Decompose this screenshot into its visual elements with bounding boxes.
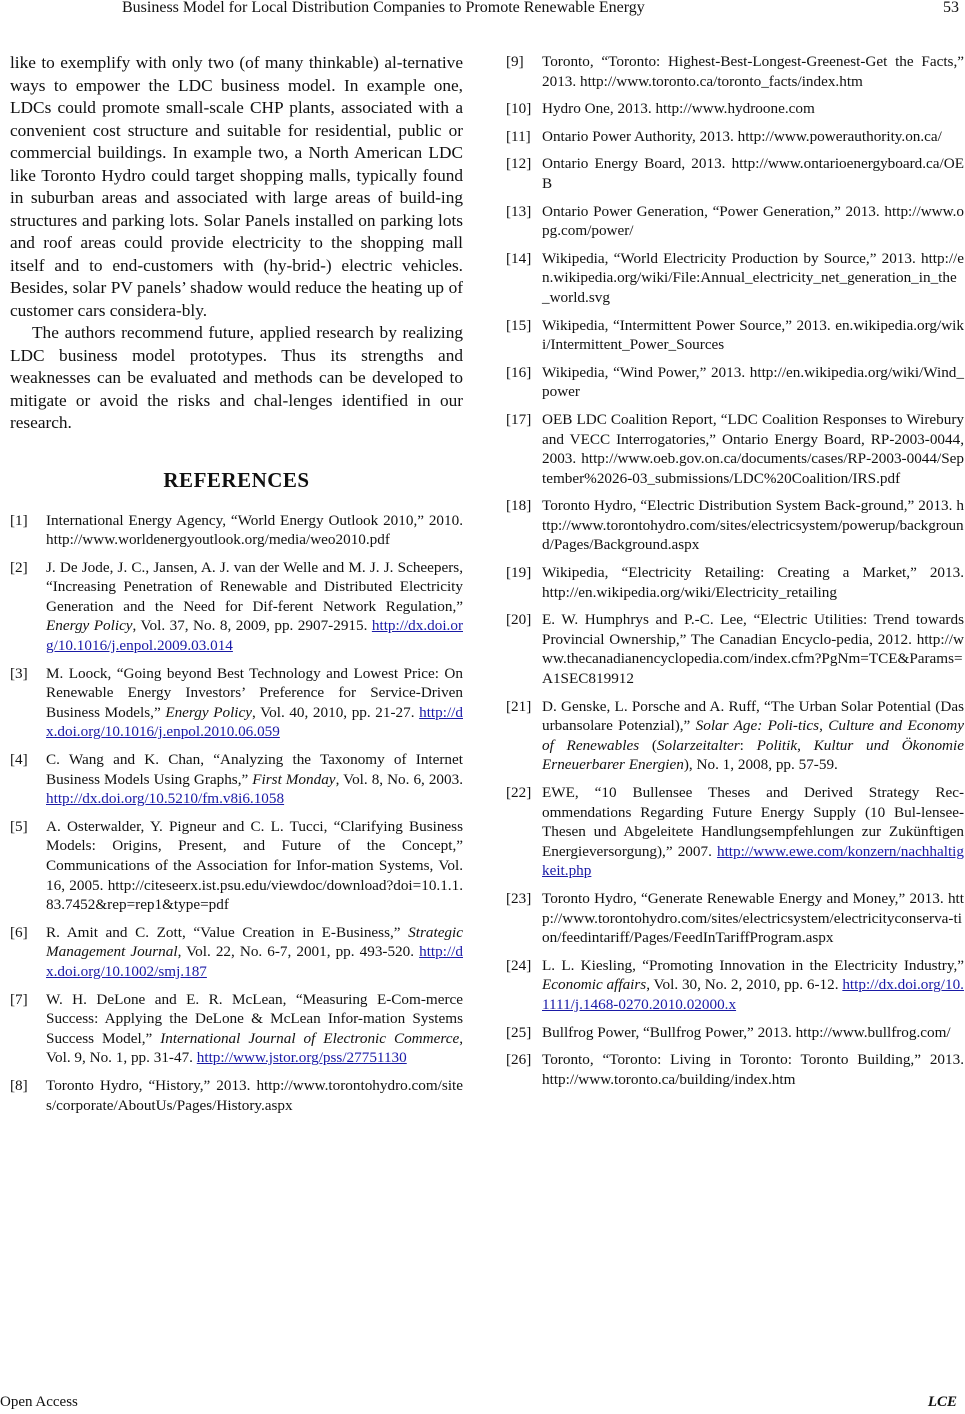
reference-number: [25] xyxy=(506,1023,532,1041)
reference-item xyxy=(506,697,964,775)
reference-item xyxy=(10,664,463,742)
reference-item xyxy=(506,563,964,602)
journal-title: Economic affairs xyxy=(542,976,647,994)
reference-segment: C. Wang and K. Chan, “Analyzing the Taxonomy of Internet Business Models Using Graphs,” xyxy=(46,751,463,788)
reference-text xyxy=(542,99,964,119)
reference-segment: , Vol. 30, No. 2, 2010, pp. 6-12. xyxy=(646,976,843,994)
reference-number: [24] xyxy=(506,956,532,974)
reference-item xyxy=(506,363,964,402)
doi-link[interactable]: http://dx.doi.org/10.5210/fm.v8i6.1058 xyxy=(46,790,285,808)
references-heading: REFERENCES xyxy=(163,467,310,492)
reference-segment: R. Amit and C. Zott, “Value Creation in E-Business,” xyxy=(46,923,409,941)
reference-item xyxy=(506,956,964,1015)
reference-list xyxy=(506,52,964,1089)
reference-segment: Ontario Energy Board, 2013. xyxy=(542,155,732,173)
journal-title: Solar Age: Poli-tics xyxy=(695,717,820,735)
reference-text xyxy=(46,558,463,656)
reference-text xyxy=(46,511,463,550)
reference-number: [22] xyxy=(506,784,532,801)
reference-number: [8] xyxy=(10,1076,28,1094)
reference-text xyxy=(542,316,964,355)
reference-segment: International Energy Agency, “World Energy Outlook 2010,” 2010. xyxy=(46,511,463,529)
reference-item xyxy=(10,511,463,550)
reference-item xyxy=(506,783,964,881)
reference-number: [11] xyxy=(506,127,531,145)
reference-number: [9] xyxy=(506,53,524,70)
reference-text xyxy=(542,127,964,147)
reference-segment: D. Genske, L. Porsche and A. Ruff, “The Urban Solar Potential (Das urbansolare Potenzial),” xyxy=(542,697,964,735)
reference-url: http://www.ontarioenergyboard.ca/OEB xyxy=(542,155,964,192)
reference-number: [18] xyxy=(506,497,532,515)
reference-text xyxy=(542,52,964,91)
reference-text xyxy=(542,783,964,881)
reference-text xyxy=(46,750,463,809)
doi-link[interactable]: http://dx.doi.org/10.1016/j.enpol.2009.03.014 xyxy=(46,617,463,655)
body-paragraph: The authors recommend future, applied research by realizing LDC business model prototypes. Thus its strengths and weaknesses can be evaluated and methods can be developed to mitigate or avoid the risks and chal-lenges identified in our research. xyxy=(10,323,463,432)
reference-item xyxy=(506,127,964,147)
reference-number: [2] xyxy=(10,558,28,576)
reference-number: [7] xyxy=(10,990,28,1008)
reference-segment: ), No. 1, 2008, pp. 57-59. xyxy=(683,756,838,774)
doi-link[interactable]: http://www.jstor.org/pss/27751130 xyxy=(196,1049,407,1067)
reference-number: [15] xyxy=(506,316,532,334)
reference-text xyxy=(46,664,463,742)
right-column xyxy=(506,52,964,1097)
reference-text xyxy=(542,363,964,402)
reference-item xyxy=(506,610,964,688)
reference-url: http://en.wikipedia.org/wiki/Wind_power xyxy=(542,363,964,401)
reference-item xyxy=(506,496,964,555)
open-access-label: Open Access xyxy=(0,1394,78,1410)
reference-segment: W. H. DeLone and E. R. McLean, “Measuring E-Com-merce Success: Applying the DeLone & McLean Infor-mation Systems Success Model,” xyxy=(46,990,463,1047)
reference-item xyxy=(506,52,964,91)
reference-item xyxy=(10,990,463,1068)
reference-number: [1] xyxy=(10,511,28,529)
reference-item xyxy=(506,410,964,488)
reference-number: [26] xyxy=(506,1051,532,1069)
reference-url: http://www.worldenergyoutlook.org/media/weo2010.pdf xyxy=(46,531,390,549)
reference-number: [4] xyxy=(10,751,28,769)
reference-segment: Wikipedia, “World Electricity Production by Source,” 2013. xyxy=(542,249,921,267)
journal-title: Kultur und Ökonomie Erneuerbarer Energien xyxy=(542,736,964,774)
reference-item xyxy=(506,316,964,355)
reference-text xyxy=(46,817,463,915)
reference-item xyxy=(506,249,964,308)
reference-url: http://www.torontohydro.com/sites/electricsystem/powerup/background/Pages/Background.aspx xyxy=(542,497,964,554)
reference-url: http://www.opg.com/power/ xyxy=(542,202,964,240)
reference-text xyxy=(542,563,964,602)
journal-title: Culture and Economy of Renewables xyxy=(542,717,965,754)
reference-url: http://citeseerx.ist.psu.edu/viewdoc/download?doi=10.1.1.83.7452&rep=rep1&type=pdf xyxy=(46,876,463,914)
reference-segment: Toronto, “Toronto: Highest-Best-Longest-Greenest-Get the Facts,” 2013. xyxy=(542,53,964,90)
reference-segment: EWE, “10 Bullensee Theses and Derived Strategy Rec-ommendations Regarding Future Energy Supply (10 Bul-lensee-Thesen und Abgeleitete Handlungsempfehlungen zur Zukünftigen Energieversorgung),” 2007. xyxy=(542,784,964,860)
reference-number: [14] xyxy=(506,249,532,267)
reference-text xyxy=(46,923,463,982)
reference-number: [16] xyxy=(506,363,532,381)
reference-segment: E. W. Humphrys and P.-C. Lee, “Electric Utilities: Trend towards Provincial Ownership,” The Canadian Encyclo-pedia, 2012. xyxy=(542,611,964,648)
reference-text xyxy=(542,249,964,308)
reference-segment: L. L. Kiesling, “Promoting Innovation in the Electricity Industry,” xyxy=(542,956,964,974)
reference-segment: Wikipedia, “Electricity Retailing: Creating a Market,” 2013. http://en.wikipedia.org/wiki/Electricity_retailing xyxy=(542,564,964,601)
reference-text xyxy=(542,956,964,1015)
reference-item xyxy=(506,99,964,119)
reference-segment: M. Loock, “Going beyond Best Technology and Lowest Price: On Renewable Energy Investors’ Preference for Service-Driven Business Models,” xyxy=(46,664,463,721)
reference-url: http://www.toronto.ca/toronto_facts/index.htm xyxy=(579,72,863,90)
reference-number: [6] xyxy=(10,923,28,941)
reference-list xyxy=(10,511,463,1116)
reference-text xyxy=(542,610,964,688)
reference-url: en.wikipedia.org/wiki/Intermittent_Power_Sources xyxy=(542,316,964,354)
reference-segment: : xyxy=(739,736,757,754)
reference-item xyxy=(506,1050,964,1089)
reference-text xyxy=(542,202,964,241)
reference-text xyxy=(46,1076,463,1115)
reference-url: http://www.torontohydro.com/sites/corporate/AboutUs/Pages/History.aspx xyxy=(46,1076,463,1114)
reference-number: [12] xyxy=(506,155,532,173)
journal-title: Solarzeitalter xyxy=(656,736,740,754)
reference-segment: Toronto Hydro, “Electric Distribution System Back-ground,” 2013. xyxy=(542,497,957,515)
reference-text xyxy=(542,889,964,948)
doi-link[interactable]: http://dx.doi.org/10.1016/j.enpol.2010.06.059 xyxy=(46,703,463,741)
reference-segment: A. Osterwalder, Y. Pigneur and C. L. Tucci, “Clarifying Business Models: Origins, Present, and Future of the Concept,” Communications of the Association for Infor-mation Systems, Vol. 16, 2005. xyxy=(46,817,463,894)
reference-segment: Hydro One, 2013. http://www.hydroone.com xyxy=(542,100,815,118)
journal-title: First Monday xyxy=(252,770,336,788)
reference-number: [20] xyxy=(506,611,532,629)
reference-text xyxy=(542,697,964,775)
reference-number: [21] xyxy=(506,697,532,715)
reference-segment: Toronto, “Toronto: Living in Toronto: Toronto Building,” 2013. http://www.toronto.ca/building/index.htm xyxy=(542,1051,964,1088)
journal-title: Energy Policy xyxy=(165,703,252,721)
reference-segment: , Vol. 37, No. 8, 2009, pp. 2907-2915. xyxy=(132,617,372,635)
page-number: 53 xyxy=(943,0,959,16)
reference-url: http://www.thecanadianencyclopedia.com/index.cfm?PgNm=TCE&Params=A1SEC819912 xyxy=(542,630,964,688)
reference-segment: Bullfrog Power, “Bullfrog Power,” 2013. xyxy=(542,1023,796,1041)
reference-segment: , Vol. 8, No. 6, 2003. xyxy=(335,770,463,788)
reference-number: [23] xyxy=(506,889,532,907)
reference-segment: Toronto Hydro, “History,” 2013. xyxy=(46,1076,257,1094)
reference-segment: OEB LDC Coalition Report, “LDC Coalition Responses to Wirebury and VECC Interrogatories,” Ontario Energy Board, RP-2003-0044, 2003. xyxy=(542,410,964,468)
reference-text xyxy=(542,1050,964,1089)
reference-item xyxy=(506,889,964,948)
left-column xyxy=(10,52,463,1123)
reference-segment: ( xyxy=(639,736,657,754)
reference-item xyxy=(506,154,964,193)
reference-segment: J. De Jode, J. C., Jansen, A. J. van der Welle and M. J. J. Scheepers, “Increasing Penetration of Renewable and Distributed Electricity Generation and the Need for Dif-ferent Network Regulation,” xyxy=(46,558,463,615)
reference-number: [13] xyxy=(506,202,532,220)
reference-item xyxy=(10,923,463,982)
journal-title: Politik xyxy=(756,736,798,754)
reference-segment: , xyxy=(797,736,814,754)
doi-link[interactable]: http://dx.doi.org/10.1002/smj.187 xyxy=(46,943,463,980)
reference-item xyxy=(10,750,463,809)
reference-number: [5] xyxy=(10,817,28,835)
reference-url: http://www.oeb.gov.on.ca/documents/cases/RP-2003-0044/September%2026-03_submissions/LDC%20Coalition/IRS.pdf xyxy=(542,450,964,487)
reference-segment: Wikipedia, “Intermittent Power Source,” 2013. xyxy=(542,316,836,334)
reference-segment: Ontario Power Generation, “Power Generation,” 2013. xyxy=(542,202,885,220)
body-paragraph: like to exemplify with only two (of many thinkable) al-ternative ways to empower the LDC business model. In example one, LDCs could promote small-scale CHP plants, associated with a convenient cost structure and suitable for residential, public or commercial buildings. In example two, a North American LDC like Toronto Hydro could target shopping malls, typically found in suburban areas and associated with large areas of build-ing structures and parking lots. Solar Panels installed on parking lots and roof areas could provide electricity to the shopping mall itself and to end-customers with (hy-brid-) electric vehicles. Besides, solar PV panels’ shadow would reduce the heating up of customer cars considera-bly. xyxy=(10,53,463,320)
reference-item xyxy=(10,817,463,915)
reference-segment: , xyxy=(819,717,829,735)
journal-title: Strategic Management Journal xyxy=(46,923,463,961)
reference-number: [3] xyxy=(10,664,28,682)
reference-text xyxy=(542,154,964,193)
reference-segment: , Vol. 40, 2010, pp. 21-27. xyxy=(252,703,420,721)
reference-text xyxy=(46,990,463,1068)
running-header xyxy=(0,0,965,22)
journal-abbrev: LCE xyxy=(927,1394,957,1410)
reference-segment: Wikipedia, “Wind Power,” 2013. xyxy=(542,363,750,381)
journal-title: International Journal of Electronic Commerce xyxy=(160,1029,460,1047)
reference-segment: Toronto Hydro, “Generate Renewable Energy and Money,” 2013. xyxy=(542,889,948,907)
reference-number: [10] xyxy=(506,100,532,118)
running-title: Business Model for Local Distribution Companies to Promote Renewable Energy xyxy=(122,0,645,16)
reference-text xyxy=(542,410,964,488)
reference-text xyxy=(542,1023,964,1043)
reference-number: [17] xyxy=(506,410,532,428)
reference-item xyxy=(506,202,964,241)
reference-url: http://www.powerauthority.on.ca/ xyxy=(737,127,942,145)
reference-url: http://www.torontohydro.com/sites/electricsystem/electricityconserva-tion/feedintariff/Pages/FeedInTariffProgram.aspx xyxy=(542,889,964,947)
reference-number: [19] xyxy=(506,564,532,582)
doi-link[interactable]: http://www.ewe.com/konzern/nachhaltigkeit.php xyxy=(542,842,964,880)
reference-segment: , Vol. 9, No. 1, pp. 31-47. xyxy=(46,1029,463,1067)
reference-url: http://www.bullfrog.com/ xyxy=(795,1023,951,1041)
reference-segment: , Vol. 22, No. 6-7, 2001, pp. 493-520. xyxy=(177,943,420,961)
reference-text xyxy=(542,496,964,555)
reference-item xyxy=(506,1023,964,1043)
reference-url: http://en.wikipedia.org/wiki/File:Annual_electricity_net_generation_in_the_world.svg xyxy=(542,249,964,306)
reference-item xyxy=(10,558,463,656)
doi-link[interactable]: http://dx.doi.org/10.1111/j.1468-0270.2010.02000.x xyxy=(542,976,964,1013)
reference-item xyxy=(10,1076,463,1115)
journal-title: Energy Policy xyxy=(46,617,133,635)
reference-segment: Ontario Power Authority, 2013. xyxy=(542,127,738,145)
